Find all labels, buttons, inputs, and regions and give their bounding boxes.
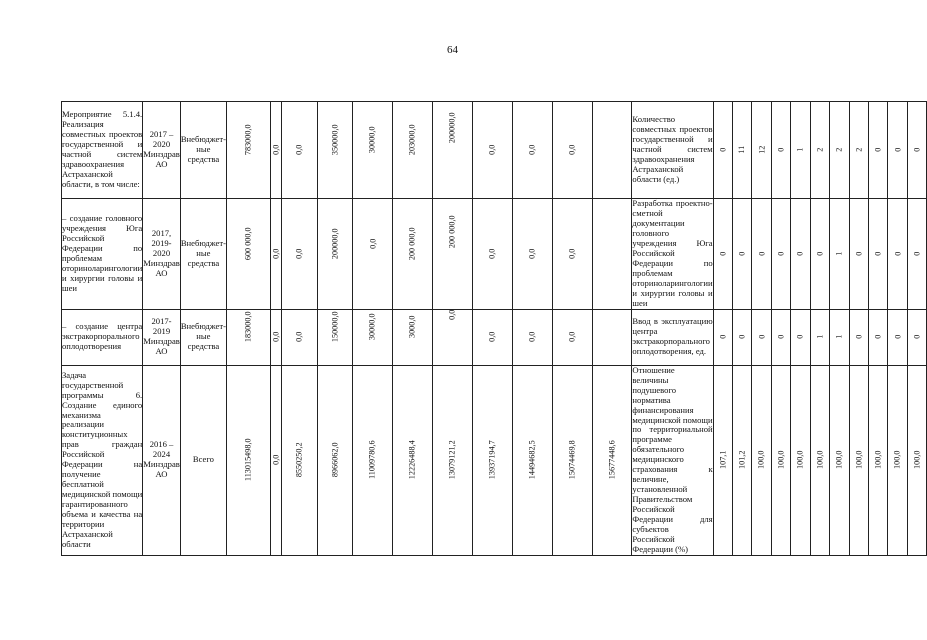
finance-cell-value: 0,0 [527,144,537,155]
target-cell [713,309,732,365]
target-cell [791,365,810,555]
funding-source: Внебюджет-ные средства [180,199,226,310]
target-cell-value: 100,0 [873,450,883,470]
target-cell [752,199,771,310]
finance-cell [552,102,592,199]
target-cell [849,199,868,310]
finance-cell [270,199,281,310]
target-cell [830,365,849,555]
target-cell-value: 0 [892,334,902,339]
target-cell-value: 0 [756,334,766,339]
finance-cell [592,365,632,555]
indicator-name: Отношение величины подушевого норматива финансирования медицинской помощи по территориальной программе обязательного медицинского страхования к величине, установленной Правительством Российской Федерации для субъектов Российской Федерации (%) [632,364,713,555]
indicator-name: Разработка проектно-сметной документации головного учреждения Юга Российской Федерации по проблемам оториноларингологии и хирургии головы и шеи [632,198,713,308]
target-cell [907,199,926,310]
target-cell-value: 0 [912,251,922,256]
target-cell [771,102,790,199]
finance-cell [353,199,393,310]
target-cell [791,102,810,199]
finance-cell [317,199,353,310]
target-cell [733,102,752,199]
target-cell [771,199,790,310]
finance-cell [270,102,281,199]
target-cell-value: 100,0 [854,450,864,470]
funding-source: Внебюджет-ные средства [180,102,226,199]
finance-cell-value: 200 000,0 [407,227,417,260]
finance-cell [393,199,433,310]
target-cell [713,102,732,199]
finance-cell [552,309,592,365]
funding-source: Внебюджет-ные средства [180,309,226,365]
target-cell [869,309,888,365]
target-cell [733,309,752,365]
finance-cell-value: 14494682,5 [527,440,537,480]
finance-cell-value: 0,0 [447,309,457,321]
period-executor [143,102,181,199]
finance-cell-value: 0,0 [567,144,577,155]
finance-cell [472,365,512,555]
finance-cell [317,309,353,365]
finance-cell [552,199,592,310]
finance-cell-empty [592,309,632,365]
finance-cell-value: 15677448,6 [607,440,617,480]
table-row [62,102,927,199]
finance-cell [432,365,472,555]
finance-cell-value: 600 000,0 [243,227,253,260]
target-cell-value: 0 [737,334,747,339]
target-cell-value: 0 [892,251,902,256]
target-cell [888,309,907,365]
period: 2017 – 2020 [149,129,174,150]
finance-cell-value: 0,0 [271,248,281,259]
target-cell-value: 0 [892,147,902,152]
finance-cell [432,199,472,310]
table-row [62,309,927,365]
target-cell [752,102,771,199]
target-cell-value: 0 [873,334,883,339]
finance-cell [472,102,512,199]
finance-cell-value: 200000,0 [447,112,457,144]
indicator-name: Ввод в эксплуатацию центра экстракорпорального оплодотворения, ед. [632,309,713,365]
target-cell-value: 12 [756,145,766,154]
finance-cell-empty [592,199,632,310]
executor: Минздрав АО [143,336,180,357]
finance-cell [281,102,317,199]
target-cell [849,102,868,199]
target-cell [907,102,926,199]
target-cell-value: 0 [776,251,786,256]
target-cell-value: 0 [873,251,883,256]
measure-name: – создание центра экстракорпорального оплодотворения [62,309,143,365]
finance-cell [353,102,393,199]
finance-cell [281,309,317,365]
target-cell-value: 11 [737,145,747,154]
target-cell [771,365,790,555]
period: 2017, 2019-2020 [151,227,172,258]
finance-cell [226,199,270,310]
finance-cell [281,199,317,310]
finance-cell [472,309,512,365]
target-cell-value: 0 [776,147,786,152]
finance-cell-value: 8966062,0 [330,442,340,478]
finance-cell-value: 0,0 [368,238,378,249]
target-cell-value: 0 [737,251,747,256]
target-cell-value: 0 [718,147,728,152]
program-table [61,101,927,556]
finance-cell-value: 0,0 [271,455,281,466]
target-cell [888,102,907,199]
finance-cell-value: 3000,0 [407,315,417,339]
target-cell-value: 0 [912,147,922,152]
finance-cell-value: 0,0 [567,248,577,259]
finance-cell [317,102,353,199]
target-cell-value: 1 [795,147,805,152]
target-cell [791,199,810,310]
target-cell-value: 1 [834,251,844,256]
finance-cell-value: 0,0 [271,144,281,155]
finance-cell [512,199,552,310]
finance-cell-value: 0,0 [294,248,304,259]
finance-cell [353,309,393,365]
measure-name: – создание головного учреждения Юга Российской Федерации по проблемам оториноларингологии и хирургии головы и шеи [62,199,143,310]
target-cell [791,309,810,365]
finance-cell-value: 203000,0 [407,124,417,156]
target-cell [907,365,926,555]
target-cell [810,365,829,555]
target-cell-value: 0 [873,147,883,152]
target-cell-value: 0 [795,251,805,256]
target-cell-value: 101,2 [737,450,747,470]
finance-cell-value: 0,0 [294,331,304,343]
finance-cell-value: 0,0 [567,331,577,343]
finance-cell-value: 183000,0 [243,311,253,343]
finance-cell-value: 200 000,0 [447,215,457,248]
period: 2016 – 2024 [149,439,174,460]
target-cell [733,199,752,310]
finance-cell [432,102,472,199]
target-cell-value: 0 [718,251,728,256]
target-cell [713,365,732,555]
executor: Минздрав АО [143,149,180,169]
finance-cell [270,365,281,555]
measure-name: Задача государственной программы 6. Создание единого механизма реализации конституционных прав граждан Российской Федерации на получение бесплатной медицинской помощи гарантированного объема и качества на территории Астраханской области [62,365,143,555]
finance-cell-value: 13937194,7 [487,440,497,480]
finance-cell-empty [592,102,632,199]
funding-source: Всего [180,365,226,555]
finance-cell-value: 150000,0 [330,311,340,343]
finance-cell [472,199,512,310]
finance-cell-value: 0,0 [271,331,281,343]
finance-cell [317,365,353,555]
target-cell-value: 100,0 [912,450,922,470]
table-row [62,199,927,310]
finance-cell [353,365,393,555]
finance-cell [226,309,270,365]
finance-cell [393,102,433,199]
finance-cell-value: 113015498,0 [243,438,253,482]
finance-cell-value: 8550250,2 [294,442,304,478]
target-cell [888,365,907,555]
executor: Минздрав АО [143,257,180,278]
finance-cell-value: 13079121,2 [447,440,457,480]
page-number: 64 [447,44,458,56]
target-cell-value: 100,0 [795,450,805,470]
finance-cell [281,365,317,555]
target-cell [713,199,732,310]
target-cell-value: 100,0 [776,450,786,470]
target-cell [810,309,829,365]
target-cell [733,365,752,555]
target-cell [869,365,888,555]
target-cell-value: 100,0 [756,450,766,470]
finance-cell-value: 350000,0 [330,124,340,156]
finance-cell-value: 0,0 [294,144,304,155]
measure-name: Мероприятие 5.1.4. Реализация совместных проектов государственной и частной систем здравоохранения Астраханской области, в том числе: [62,102,143,199]
finance-cell [552,365,592,555]
target-cell [869,102,888,199]
finance-cell-value: 0,0 [527,248,537,259]
finance-cell [432,309,472,365]
finance-cell [270,309,281,365]
target-cell [888,199,907,310]
finance-cell-value: 0,0 [487,144,497,155]
target-cell-value: 100,0 [834,450,844,470]
target-cell-value: 0 [718,334,728,339]
target-cell [830,199,849,310]
period-executor [143,365,181,555]
finance-cell-value: 783000,0 [243,124,253,156]
target-cell-value: 2 [815,147,825,152]
finance-cell-value: 11009780,6 [368,440,378,480]
target-cell-value: 0 [815,251,825,256]
target-cell [830,102,849,199]
target-cell [830,309,849,365]
target-cell-value: 0 [795,334,805,339]
target-cell-value: 100,0 [815,450,825,470]
target-cell [771,309,790,365]
target-cell-value: 0 [854,251,864,256]
table-row [62,365,927,555]
period-executor [143,309,181,365]
target-cell [752,365,771,555]
finance-cell [393,309,433,365]
finance-cell-value: 15074469,8 [567,440,577,480]
target-cell [849,309,868,365]
target-cell-value: 1 [815,334,825,339]
finance-cell-value: 30000,0 [368,126,378,154]
target-cell-value: 0 [854,334,864,339]
target-cell-value: 0 [756,251,766,256]
finance-cell [512,309,552,365]
finance-cell-value: 12226488,4 [407,440,417,480]
executor: Минздрав АО [143,459,180,480]
target-cell-value: 0 [912,334,922,339]
target-cell-value: 2 [834,147,844,152]
period: 2017-2019 [151,316,172,337]
finance-cell [512,102,552,199]
finance-cell-value: 0,0 [527,331,537,343]
finance-cell [393,365,433,555]
target-cell [810,199,829,310]
target-cell [907,309,926,365]
target-cell [810,102,829,199]
indicator-name: Количество совместных проектов государственной и частной систем здравоохранения Астраханской области (ед.) [632,102,713,199]
finance-cell-value: 0,0 [487,248,497,259]
target-cell-value: 100,0 [892,450,902,470]
target-cell [869,199,888,310]
target-cell-value: 107,1 [718,450,728,470]
finance-cell [226,102,270,199]
finance-cell-value: 30000,0 [368,313,378,341]
target-cell [849,365,868,555]
finance-cell [512,365,552,555]
finance-cell [226,365,270,555]
target-cell-value: 2 [854,147,864,152]
target-cell-value: 0 [776,334,786,339]
target-cell-value: 1 [834,334,844,339]
finance-cell-value: 0,0 [487,331,497,343]
period-executor [143,199,181,310]
finance-cell-value: 200000,0 [330,228,340,259]
target-cell [752,309,771,365]
